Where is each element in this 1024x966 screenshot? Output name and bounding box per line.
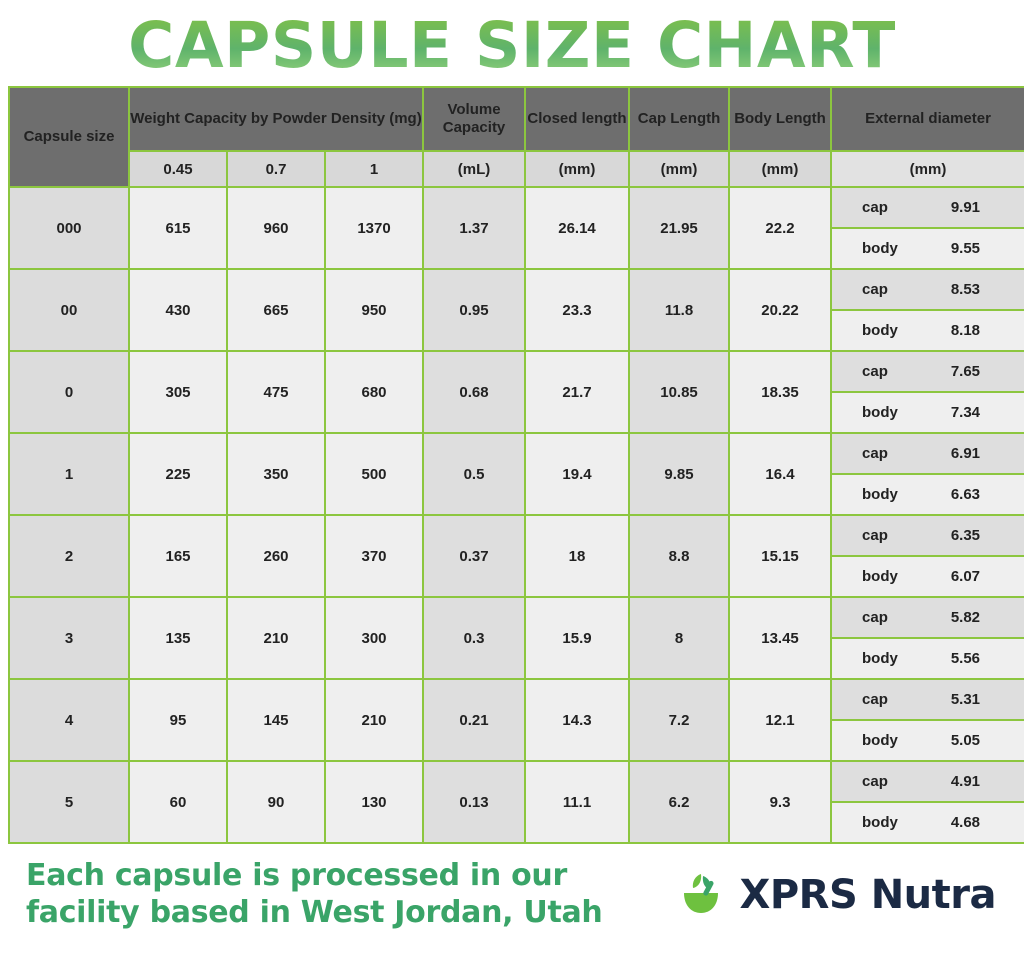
ext-cap-label: cap	[862, 363, 888, 380]
header-volume-capacity: Volume Capacity	[424, 88, 524, 150]
ext-body-value: 8.18	[950, 322, 981, 339]
cell-external-body	[832, 393, 1024, 432]
cell-external-cap	[832, 270, 1024, 309]
ext-cap-value: 6.91	[950, 445, 981, 462]
table-row	[10, 516, 1024, 555]
cell-cap-length: 6.2	[630, 762, 728, 842]
cell-density-045: 95	[130, 680, 226, 760]
ext-body-label: body	[862, 404, 898, 421]
ext-body-label: body	[862, 650, 898, 667]
footer-tagline-line1: Each capsule is processed in our	[26, 858, 567, 893]
cell-volume-capacity: 0.13	[424, 762, 524, 842]
ext-cap-value: 4.91	[950, 773, 981, 790]
cell-external-cap	[832, 680, 1024, 719]
cell-external-body	[832, 803, 1024, 842]
cell-cap-length: 8	[630, 598, 728, 678]
ext-body-value: 9.55	[950, 240, 981, 257]
cell-density-045: 165	[130, 516, 226, 596]
ext-cap-label: cap	[862, 445, 888, 462]
page-title-container	[0, 0, 1024, 86]
cell-density-1: 500	[326, 434, 422, 514]
cell-density-045: 430	[130, 270, 226, 350]
cell-closed-length: 15.9	[526, 598, 628, 678]
cell-capsule-size: 000	[10, 188, 128, 268]
cell-cap-length: 11.8	[630, 270, 728, 350]
table-row	[10, 434, 1024, 473]
subheader-density-1: 1	[326, 152, 422, 186]
cell-density-1: 210	[326, 680, 422, 760]
cell-capsule-size: 0	[10, 352, 128, 432]
ext-body-value: 6.63	[950, 486, 981, 503]
cell-body-length: 20.22	[730, 270, 830, 350]
cell-capsule-size: 1	[10, 434, 128, 514]
cell-closed-length: 18	[526, 516, 628, 596]
header-cap-length: Cap Length	[630, 88, 728, 150]
cell-cap-length: 8.8	[630, 516, 728, 596]
ext-body-label: body	[862, 486, 898, 503]
ext-cap-value: 7.65	[950, 363, 981, 380]
cell-body-length: 18.35	[730, 352, 830, 432]
ext-cap-label: cap	[862, 691, 888, 708]
cell-body-length: 22.2	[730, 188, 830, 268]
cell-body-length: 15.15	[730, 516, 830, 596]
cell-closed-length: 11.1	[526, 762, 628, 842]
cell-external-body	[832, 721, 1024, 760]
table-container	[0, 86, 1024, 844]
footer-tagline	[26, 858, 603, 931]
cell-closed-length: 19.4	[526, 434, 628, 514]
subheader-closed-unit: (mm)	[526, 152, 628, 186]
table-row	[10, 598, 1024, 637]
ext-body-label: body	[862, 814, 898, 831]
cell-body-length: 16.4	[730, 434, 830, 514]
cell-external-body	[832, 639, 1024, 678]
table-body	[10, 188, 1024, 842]
cell-density-07: 350	[228, 434, 324, 514]
ext-cap-value: 5.82	[950, 609, 981, 626]
brand-name: XPRS Nutra	[739, 871, 996, 918]
cell-cap-length: 10.85	[630, 352, 728, 432]
table-row	[10, 680, 1024, 719]
cell-density-07: 665	[228, 270, 324, 350]
cell-capsule-size: 2	[10, 516, 128, 596]
cell-external-body	[832, 557, 1024, 596]
cell-external-cap	[832, 188, 1024, 227]
cell-density-1: 950	[326, 270, 422, 350]
cell-density-045: 60	[130, 762, 226, 842]
header-weight-capacity: Weight Capacity by Powder Density (mg)	[130, 88, 422, 150]
cell-closed-length: 23.3	[526, 270, 628, 350]
cell-cap-length: 9.85	[630, 434, 728, 514]
ext-body-label: body	[862, 568, 898, 585]
table-subheader-row	[10, 152, 1024, 186]
cell-external-body	[832, 311, 1024, 350]
table-row	[10, 188, 1024, 227]
cell-external-cap	[832, 762, 1024, 801]
ext-body-label: body	[862, 322, 898, 339]
ext-cap-value: 9.91	[950, 199, 981, 216]
cell-density-07: 260	[228, 516, 324, 596]
cell-volume-capacity: 0.37	[424, 516, 524, 596]
cell-volume-capacity: 0.5	[424, 434, 524, 514]
ext-cap-label: cap	[862, 609, 888, 626]
cell-density-07: 475	[228, 352, 324, 432]
cell-density-07: 90	[228, 762, 324, 842]
cell-body-length: 9.3	[730, 762, 830, 842]
cell-external-cap	[832, 434, 1024, 473]
cell-external-cap	[832, 598, 1024, 637]
subheader-external-unit: (mm)	[832, 152, 1024, 186]
header-external-diameter: External diameter	[832, 88, 1024, 150]
brand-logo	[672, 866, 1002, 924]
cell-volume-capacity: 0.21	[424, 680, 524, 760]
ext-body-value: 7.34	[950, 404, 981, 421]
table-row	[10, 270, 1024, 309]
ext-cap-label: cap	[862, 773, 888, 790]
cell-density-1: 370	[326, 516, 422, 596]
cell-density-07: 960	[228, 188, 324, 268]
capsule-size-table	[8, 86, 1024, 844]
cell-density-07: 210	[228, 598, 324, 678]
footer	[0, 844, 1024, 931]
table-header-row	[10, 88, 1024, 150]
cell-closed-length: 14.3	[526, 680, 628, 760]
table-row	[10, 762, 1024, 801]
cell-density-045: 615	[130, 188, 226, 268]
cell-cap-length: 21.95	[630, 188, 728, 268]
header-closed-length: Closed length	[526, 88, 628, 150]
cell-volume-capacity: 0.95	[424, 270, 524, 350]
mortar-and-pestle-leaf-icon	[672, 866, 730, 924]
cell-density-07: 145	[228, 680, 324, 760]
subheader-density-07: 0.7	[228, 152, 324, 186]
ext-cap-label: cap	[862, 199, 888, 216]
cell-density-045: 225	[130, 434, 226, 514]
cell-volume-capacity: 0.68	[424, 352, 524, 432]
cell-closed-length: 26.14	[526, 188, 628, 268]
cell-density-1: 1370	[326, 188, 422, 268]
ext-body-value: 4.68	[950, 814, 981, 831]
ext-body-value: 5.56	[950, 650, 981, 667]
header-body-length: Body Length	[730, 88, 830, 150]
ext-cap-value: 6.35	[950, 527, 981, 544]
cell-external-cap	[832, 516, 1024, 555]
ext-body-label: body	[862, 732, 898, 749]
ext-cap-value: 8.53	[950, 281, 981, 298]
cell-density-1: 680	[326, 352, 422, 432]
ext-cap-label: cap	[862, 281, 888, 298]
cell-body-length: 12.1	[730, 680, 830, 760]
cell-density-045: 305	[130, 352, 226, 432]
table-row	[10, 352, 1024, 391]
ext-body-label: body	[862, 240, 898, 257]
cell-volume-capacity: 0.3	[424, 598, 524, 678]
cell-closed-length: 21.7	[526, 352, 628, 432]
footer-tagline-line2: facility based in West Jordan, Utah	[26, 894, 603, 930]
cell-external-cap	[832, 352, 1024, 391]
cell-density-1: 300	[326, 598, 422, 678]
cell-body-length: 13.45	[730, 598, 830, 678]
cell-capsule-size: 3	[10, 598, 128, 678]
subheader-volume-unit: (mL)	[424, 152, 524, 186]
cell-volume-capacity: 1.37	[424, 188, 524, 268]
header-capsule-size: Capsule size	[10, 88, 128, 186]
page-title: CAPSULE SIZE CHART	[128, 8, 896, 82]
cell-external-body	[832, 229, 1024, 268]
cell-density-045: 135	[130, 598, 226, 678]
cell-capsule-size: 4	[10, 680, 128, 760]
cell-capsule-size: 5	[10, 762, 128, 842]
subheader-density-045: 0.45	[130, 152, 226, 186]
ext-body-value: 6.07	[950, 568, 981, 585]
subheader-cap-unit: (mm)	[630, 152, 728, 186]
table-header	[10, 88, 1024, 186]
cell-density-1: 130	[326, 762, 422, 842]
cell-cap-length: 7.2	[630, 680, 728, 760]
ext-cap-value: 5.31	[950, 691, 981, 708]
cell-capsule-size: 00	[10, 270, 128, 350]
cell-external-body	[832, 475, 1024, 514]
subheader-body-unit: (mm)	[730, 152, 830, 186]
ext-cap-label: cap	[862, 527, 888, 544]
ext-body-value: 5.05	[950, 732, 981, 749]
